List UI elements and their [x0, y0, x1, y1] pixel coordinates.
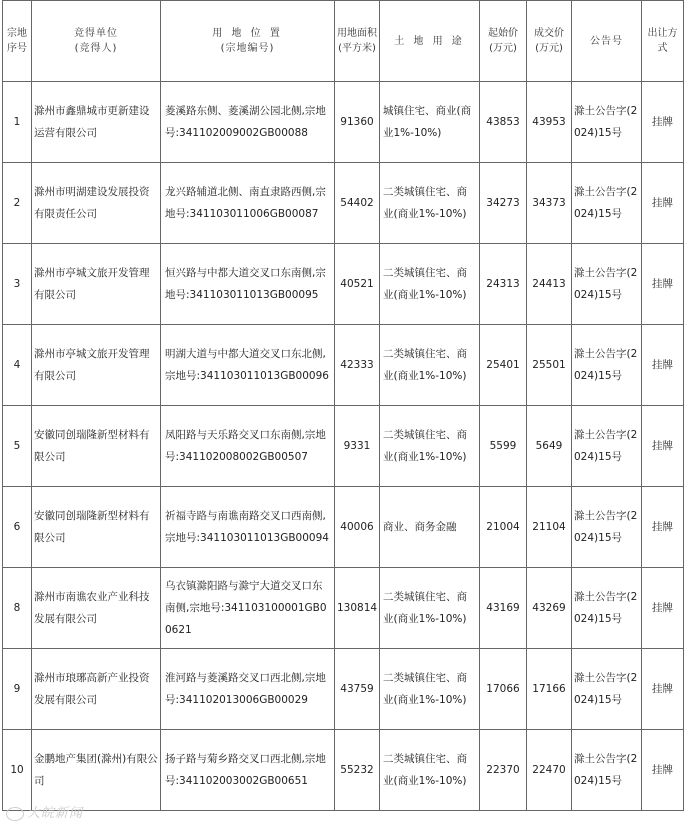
- cell-location: 凤阳路与天乐路交叉口东南侧,宗地号:341102008002GB00507: [161, 406, 335, 487]
- cell-method: 挂牌: [642, 244, 684, 325]
- cell-winner: 滁州市亭城文旅开发管理有限公司: [32, 325, 161, 406]
- cell-location: 扬子路与菊乡路交叉口西北侧,宗地号:341102003002GB00651: [161, 730, 335, 811]
- cell-start-price: 25401: [480, 325, 527, 406]
- cell-area: 42333: [335, 325, 380, 406]
- cell-seq: 5: [3, 406, 32, 487]
- cell-usage: 二类城镇住宅、商业(商业1%-10%): [380, 730, 480, 811]
- cell-location: 明湖大道与中都大道交叉口东北侧,宗地号:341103011013GB00096: [161, 325, 335, 406]
- cell-deal-price: 24413: [527, 244, 572, 325]
- cell-method: 挂牌: [642, 163, 684, 244]
- cell-start-price: 21004: [480, 487, 527, 568]
- cell-start-price: 5599: [480, 406, 527, 487]
- cell-start-price: 22370: [480, 730, 527, 811]
- cell-usage: 二类城镇住宅、商业(商业1%-10%): [380, 568, 480, 649]
- header-deal-price: [527, 1, 572, 82]
- header-winner: [32, 1, 161, 82]
- cell-seq: 6: [3, 487, 32, 568]
- watermark-logo-icon: [6, 807, 24, 821]
- table-row: [3, 325, 684, 406]
- cell-start-price: 43853: [480, 82, 527, 163]
- cell-seq: 1: [3, 82, 32, 163]
- cell-notice: 滁土公告字(2024)15号: [572, 163, 642, 244]
- header-notice: 公告号: [572, 1, 642, 82]
- cell-seq: 10: [3, 730, 32, 811]
- watermark: [6, 802, 83, 821]
- cell-area: 55232: [335, 730, 380, 811]
- cell-location: 菱溪路东侧、菱溪湖公园北侧,宗地号:341102009002GB00088: [161, 82, 335, 163]
- cell-area: 54402: [335, 163, 380, 244]
- table-row: [3, 82, 684, 163]
- cell-method: 挂牌: [642, 649, 684, 730]
- cell-start-price: 34273: [480, 163, 527, 244]
- cell-start-price: 24313: [480, 244, 527, 325]
- cell-notice: 滁土公告字(2024)15号: [572, 82, 642, 163]
- cell-method: 挂牌: [642, 730, 684, 811]
- cell-deal-price: 34373: [527, 163, 572, 244]
- cell-location: 乌衣镇滁阳路与滁宁大道交叉口东南侧,宗地号:341103100001GB00621: [161, 568, 335, 649]
- header-method: 出让方式: [642, 1, 684, 82]
- cell-method: 挂牌: [642, 487, 684, 568]
- header-deal-price-label: 成交价: [534, 28, 564, 39]
- cell-usage: 二类城镇住宅、商业(商业1%-10%): [380, 406, 480, 487]
- table-row: [3, 244, 684, 325]
- cell-usage: 商业、商务金融: [380, 487, 480, 568]
- cell-seq: 3: [3, 244, 32, 325]
- header-location: [161, 1, 335, 82]
- cell-area: 9331: [335, 406, 380, 487]
- cell-winner: 滁州市南谯农业产业科技发展有限公司: [32, 568, 161, 649]
- cell-winner: 金鹏地产集团(滁州)有限公司: [32, 730, 161, 811]
- cell-usage: 二类城镇住宅、商业(商业1%-10%): [380, 325, 480, 406]
- cell-notice: 滁土公告字(2024)15号: [572, 406, 642, 487]
- cell-seq: 2: [3, 163, 32, 244]
- header-area: 用地面积(平方米): [335, 1, 380, 82]
- header-deal-price-unit: (万元): [535, 43, 563, 54]
- table-row: [3, 487, 684, 568]
- cell-deal-price: 21104: [527, 487, 572, 568]
- cell-usage: 二类城镇住宅、商业(商业1%-10%): [380, 244, 480, 325]
- cell-seq: 9: [3, 649, 32, 730]
- header-start-price-label: 起始价: [488, 28, 518, 39]
- cell-deal-price: 43269: [527, 568, 572, 649]
- cell-area: 43759: [335, 649, 380, 730]
- cell-area: 40521: [335, 244, 380, 325]
- table-row: [3, 649, 684, 730]
- cell-deal-price: 43953: [527, 82, 572, 163]
- cell-location: 祈福寺路与南谯南路交叉口西南侧,宗地号:341103011013GB00094: [161, 487, 335, 568]
- header-winner-label: 竞得单位: [74, 28, 118, 39]
- cell-usage: 二类城镇住宅、商业(商业1%-10%): [380, 163, 480, 244]
- table-row: [3, 163, 684, 244]
- header-winner-sub: (竞得人): [74, 43, 118, 54]
- cell-deal-price: 22470: [527, 730, 572, 811]
- cell-winner: 滁州市亭城文旅开发管理有限公司: [32, 244, 161, 325]
- cell-notice: 滁土公告字(2024)15号: [572, 568, 642, 649]
- header-seq: 宗地序号: [3, 1, 32, 82]
- cell-notice: 滁土公告字(2024)15号: [572, 730, 642, 811]
- header-location-sub: (宗地编号): [220, 43, 275, 54]
- cell-seq: 4: [3, 325, 32, 406]
- cell-area: 91360: [335, 82, 380, 163]
- table-row: [3, 406, 684, 487]
- cell-winner: 安徽同创瑞隆新型材料有限公司: [32, 406, 161, 487]
- cell-notice: 滁土公告字(2024)15号: [572, 649, 642, 730]
- cell-location: 恒兴路与中都大道交叉口东南侧,宗地号:341103011013GB00095: [161, 244, 335, 325]
- cell-notice: 滁土公告字(2024)15号: [572, 325, 642, 406]
- cell-method: 挂牌: [642, 406, 684, 487]
- cell-method: 挂牌: [642, 325, 684, 406]
- cell-deal-price: 25501: [527, 325, 572, 406]
- cell-location: 淮河路与菱溪路交叉口西北侧,宗地号:341102013006GB00029: [161, 649, 335, 730]
- header-usage: 土 地 用 途: [380, 1, 480, 82]
- cell-start-price: 43169: [480, 568, 527, 649]
- header-start-price-unit: (万元): [489, 43, 517, 54]
- cell-deal-price: 5649: [527, 406, 572, 487]
- watermark-text: 大皖新闻: [27, 806, 84, 821]
- cell-location: 龙兴路辅道北侧、南直隶路西侧,宗地号:341103011006GB00087: [161, 163, 335, 244]
- cell-winner: 滁州市明湖建设发展投资有限责任公司: [32, 163, 161, 244]
- cell-deal-price: 17166: [527, 649, 572, 730]
- cell-method: 挂牌: [642, 82, 684, 163]
- cell-area: 40006: [335, 487, 380, 568]
- table-row: [3, 730, 684, 811]
- cell-winner: 安徽同创瑞隆新型材料有限公司: [32, 487, 161, 568]
- header-location-label: 用 地 位 置: [212, 28, 283, 39]
- header-start-price: [480, 1, 527, 82]
- header-row: [3, 1, 684, 82]
- cell-seq: 8: [3, 568, 32, 649]
- cell-start-price: 17066: [480, 649, 527, 730]
- cell-method: 挂牌: [642, 568, 684, 649]
- table-body: [3, 82, 684, 811]
- cell-usage: 城镇住宅、商业(商业1%-10%): [380, 82, 480, 163]
- cell-winner: 滁州市琅琊高新产业投资发展有限公司: [32, 649, 161, 730]
- cell-notice: 滁土公告字(2024)15号: [572, 244, 642, 325]
- cell-usage: 二类城镇住宅、商业(商业1%-10%): [380, 649, 480, 730]
- table-row: [3, 568, 684, 649]
- cell-area: 130814: [335, 568, 380, 649]
- cell-notice: 滁土公告字(2024)15号: [572, 487, 642, 568]
- land-transfer-table: [2, 0, 684, 811]
- cell-winner: 滁州市鑫鼎城市更新建设运营有限公司: [32, 82, 161, 163]
